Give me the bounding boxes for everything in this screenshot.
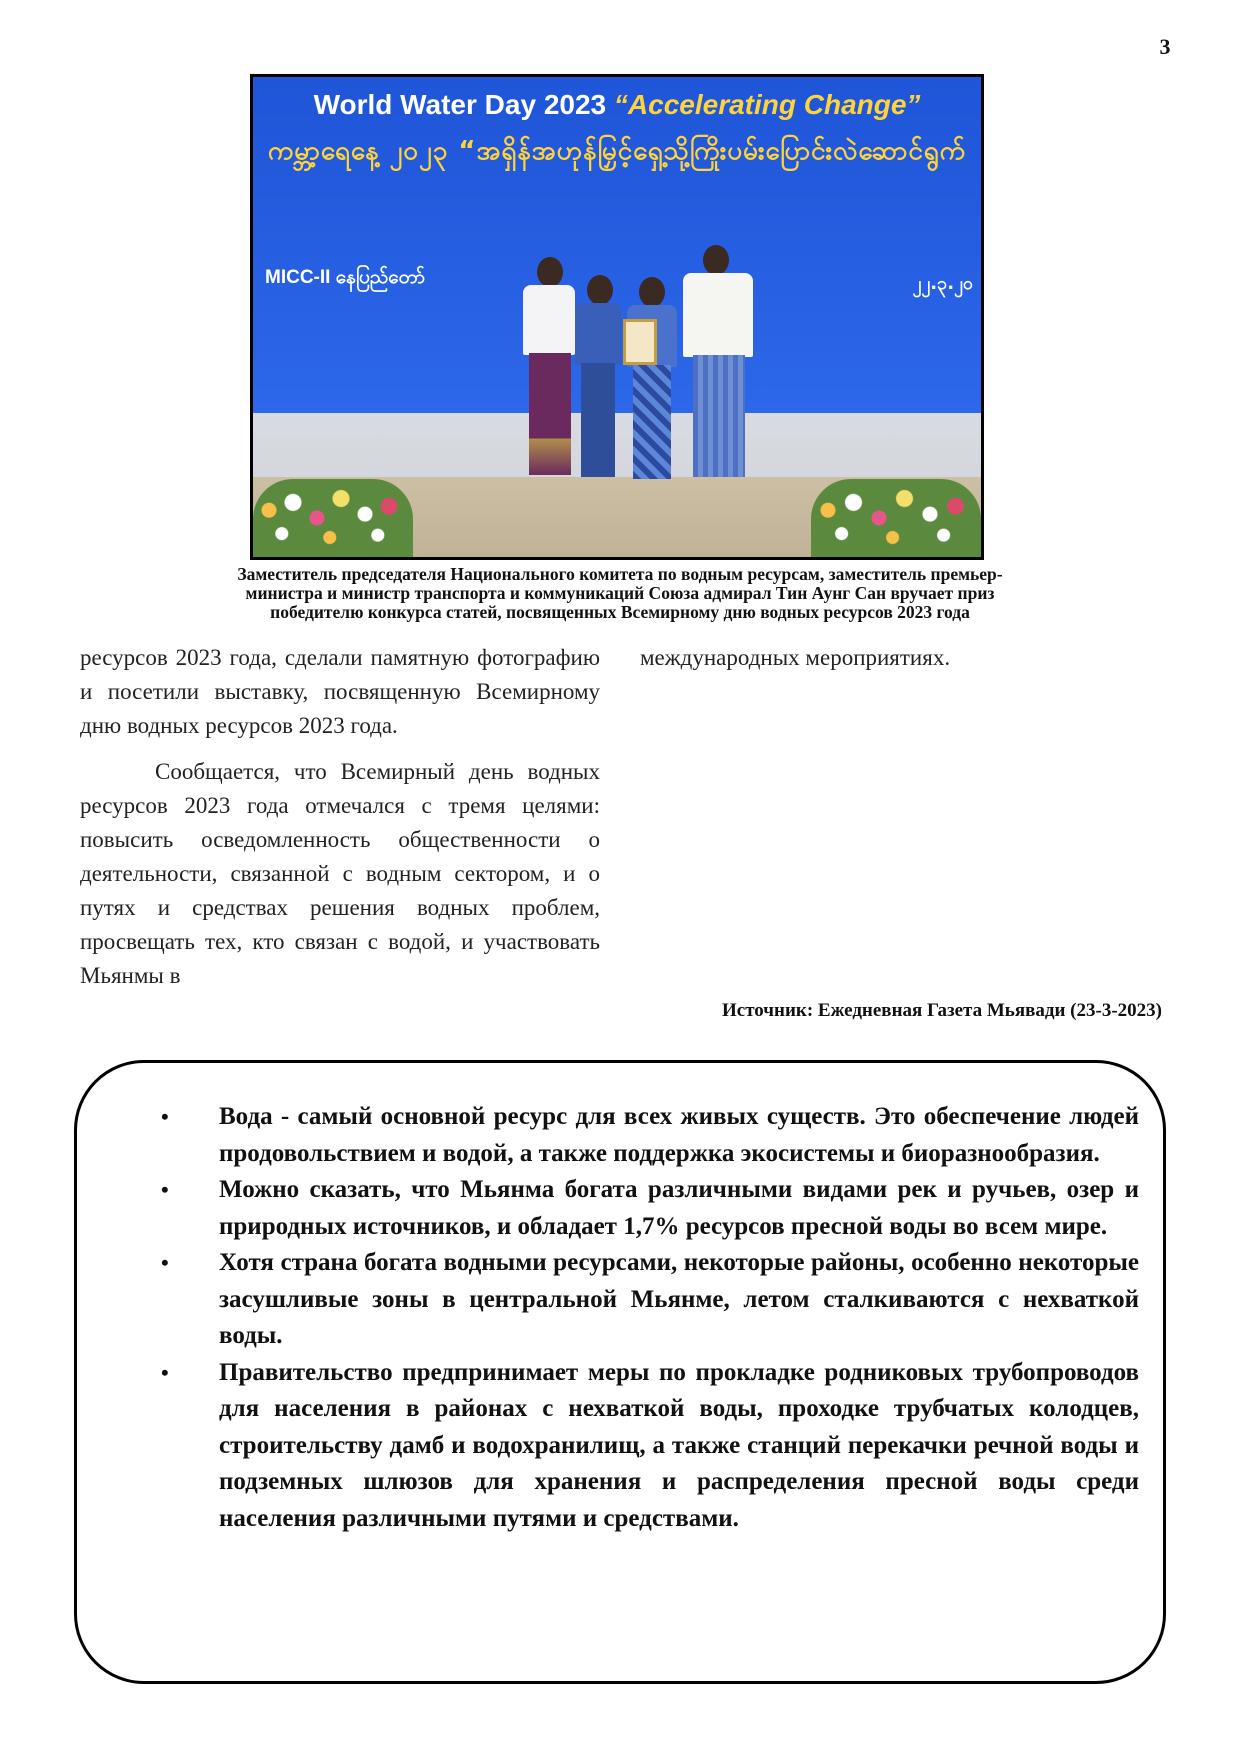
banner-title: World Water Day 2023 — [313, 89, 607, 120]
article-left-column — [80, 641, 600, 1005]
banner-slogan: “Accelerating Change” — [613, 89, 921, 120]
bullet-icon: • — [161, 1177, 169, 1202]
banner-myanmar: ကမ္ဘာ့ရေနေ့ ၂၀၂၃ “အရှိန်အဟုန်မြှင့်ရှေ့သို့ကြိုးပမ်းပြောင်းလဲဆောင်ရွက် — [267, 136, 967, 166]
banner-english — [253, 89, 981, 121]
list-item-text: Правительство предпринимает меры по прокладке родниковых трубопроводов для населения в районах с нехваткой воды, проходке трубчатых колодцев, строительству дамб и водохранилищ, а также станций перекачки речной воды и подземных шлюзов для хранения и распределения пресной воды среди населения различными путями и средствами. — [219, 1358, 1139, 1532]
list-item — [143, 1245, 1139, 1355]
caption-line: министра и министр транспорта и коммуникаций Союза адмирал Тин Аунг Сан вручает приз — [245, 583, 995, 603]
bullet-icon: • — [161, 1359, 169, 1385]
flower-arrangement-right — [811, 479, 981, 557]
bullet-icon: • — [161, 1104, 169, 1129]
page-number: 3 — [1159, 34, 1171, 59]
list-item-text: Можно сказать, что Мьянма богата различными видами рек и ручьев, озер и природных источников, и обладает 1,7% ресурсов пресной воды во всем мире. — [219, 1176, 1139, 1240]
list-item — [143, 1099, 1139, 1172]
bullet-icon: • — [161, 1250, 169, 1275]
event-photo — [250, 74, 984, 560]
flower-arrangement-left — [253, 479, 413, 557]
caption-line: победителю конкурса статей, посвященных Всемирному дню водных ресурсов 2023 года — [270, 602, 970, 622]
article-right-column — [640, 641, 1160, 675]
list-item-text: Вода - самый основной ресурс для всех живых существ. Это обеспечение людей продовольствием и водой, а также поддержка экосистемы и биоразнообразия. — [219, 1103, 1139, 1167]
article-paragraph: международных мероприятиях. — [640, 645, 951, 670]
banner-date: ၂၂.၃.၂၀ — [912, 273, 973, 294]
article-source: Источник: Ежедневная Газета Мьявади (23-3-2023) — [722, 1000, 1162, 1021]
key-facts-list — [143, 1099, 1139, 1537]
award-certificate — [623, 319, 657, 365]
key-facts-box — [74, 1060, 1166, 1684]
caption-line: Заместитель председателя Национального комитета по водным ресурсам, заместитель премьер- — [237, 564, 1003, 584]
list-item — [143, 1355, 1139, 1538]
photo-caption — [120, 565, 1120, 622]
list-item-text: Хотя страна богата водными ресурсами, некоторые районы, особенно некоторые засушливые зоны в центральной Мьянме, летом сталкиваются с нехваткой воды. — [219, 1249, 1139, 1349]
article-paragraph: Сообщается, что Всемирный день водных ресурсов 2023 года отмечался с тремя целями: повысить осведомленность общественности о деятельности, связанной с водным сектором, и о путях и средствах решения водных проблем, просвещать тех, кто связан с водой, и участвовать Мьянмы в — [80, 759, 600, 988]
list-item — [143, 1172, 1139, 1245]
banner-venue: MICC-II နေပြည်တော် — [265, 267, 425, 288]
article-paragraph: ресурсов 2023 года, сделали памятную фотографию и посетили выставку, посвященную Всемирному дню водных ресурсов 2023 года. — [80, 645, 600, 738]
